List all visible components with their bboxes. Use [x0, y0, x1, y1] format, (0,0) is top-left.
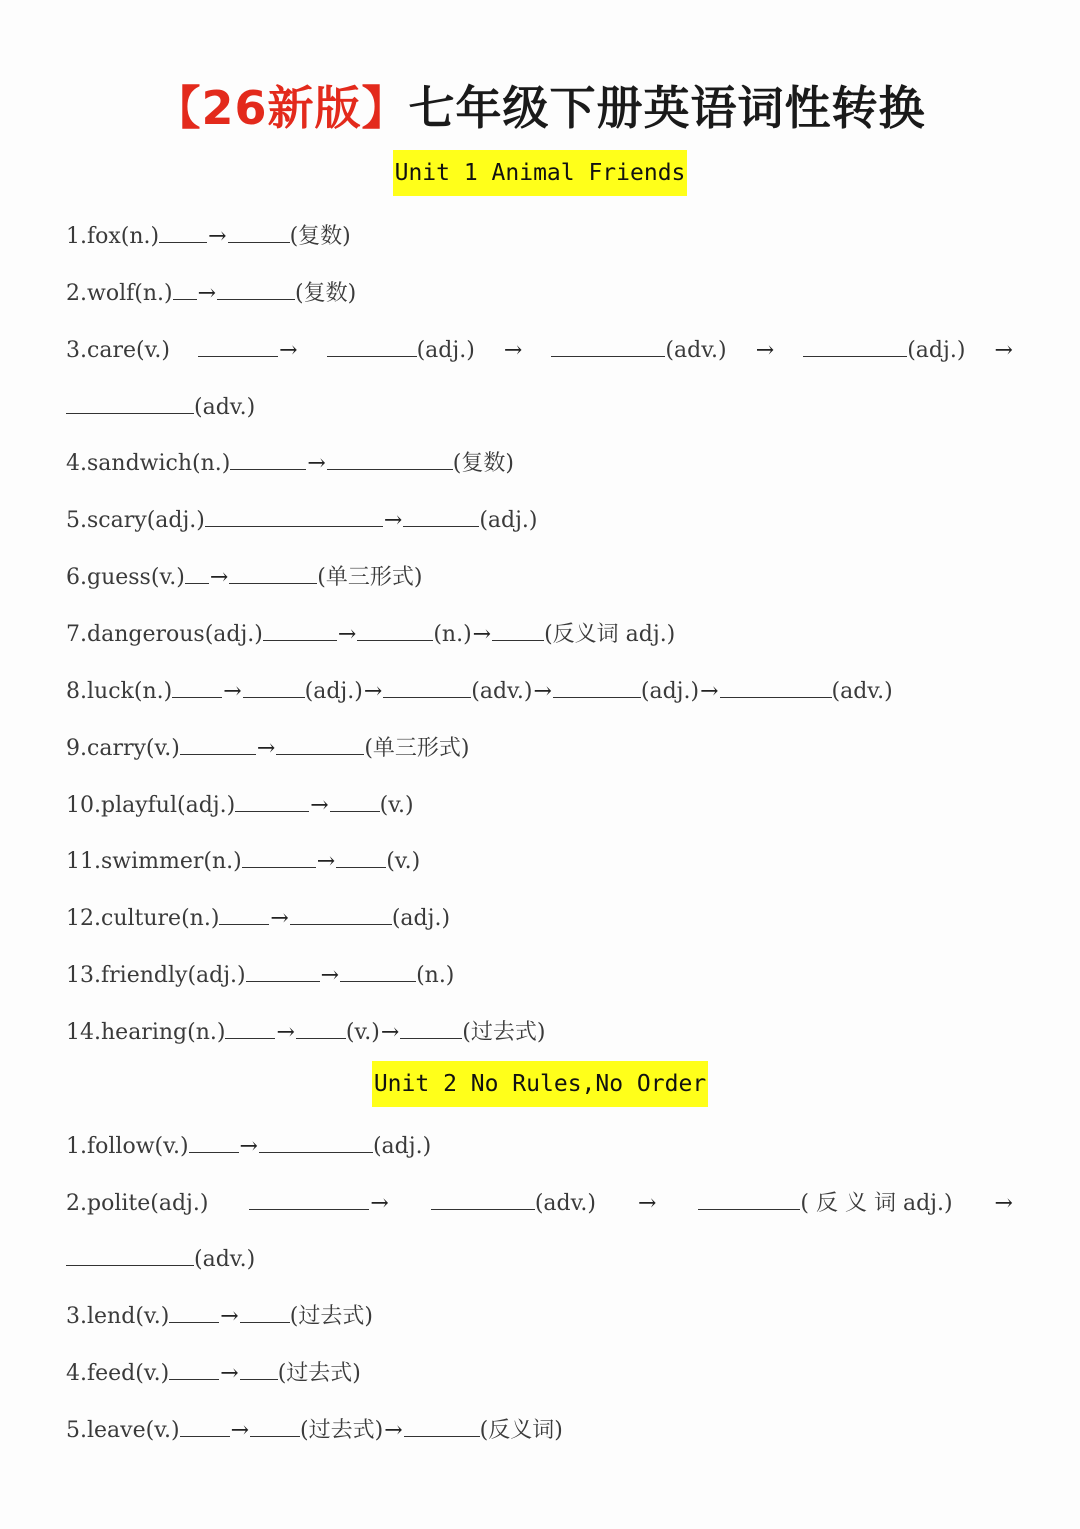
target-form: (adv.): [471, 679, 533, 704]
item-pos: (v.): [150, 565, 185, 590]
item-word: friendly: [101, 963, 188, 988]
item-number: 13.: [66, 963, 101, 988]
unit2-item-3: [66, 1302, 373, 1332]
item-number: 6.: [66, 565, 87, 590]
target-form: (adv.): [194, 1247, 256, 1272]
arrow-icon: →: [230, 1418, 250, 1443]
arrow-icon: →: [700, 679, 719, 704]
item-word: sandwich: [87, 451, 193, 476]
arrow-icon: →: [994, 338, 1013, 363]
arrow-icon: →: [994, 1191, 1013, 1216]
item-number: 5.: [66, 508, 87, 533]
arrow-icon: →: [220, 1304, 239, 1329]
answer-blank[interactable]: [400, 1018, 462, 1039]
item-pos: (n.): [181, 906, 220, 931]
target-form: (adv.): [665, 338, 727, 363]
target-form: (反义词): [479, 1418, 563, 1443]
item-pos: (v.): [135, 338, 170, 363]
item-number: 5.: [66, 1418, 87, 1443]
arrow-icon: →: [384, 1418, 403, 1443]
arrow-icon: →: [256, 736, 276, 761]
item-word: scary: [87, 508, 147, 533]
item-pos: (n.): [133, 679, 173, 704]
item-number: 1.: [66, 224, 87, 249]
unit1-item-5: [66, 506, 538, 536]
arrow-icon: →: [209, 565, 229, 590]
unit1-item-13: [66, 961, 454, 991]
target-form: (过去式): [277, 1361, 361, 1386]
target-form: (v.): [379, 793, 414, 818]
arrow-icon: →: [472, 622, 492, 647]
target-form: (adj.): [907, 338, 966, 363]
answer-blank[interactable]: [276, 734, 364, 755]
arrow-icon: →: [337, 622, 357, 647]
target-form: (过去式): [462, 1020, 546, 1045]
target-form: (过去式): [300, 1418, 384, 1443]
page-title: [0, 76, 1080, 140]
unit1-item-12: [66, 904, 450, 934]
item-number: 9.: [66, 736, 87, 761]
unit1-heading: Unit 1 Animal Friends: [393, 150, 688, 196]
answer-blank[interactable]: [217, 279, 295, 300]
item-word: luck: [87, 679, 134, 704]
answer-blank[interactable]: [336, 847, 386, 868]
answer-blank[interactable]: [296, 1018, 346, 1039]
item-word: dangerous: [87, 622, 205, 647]
target-form: (adj.): [640, 679, 700, 704]
item-pos: (adj.): [187, 963, 246, 988]
arrow-icon: →: [316, 849, 336, 874]
answer-blank[interactable]: [185, 563, 209, 584]
unit2-item-2-cont: [66, 1245, 255, 1275]
target-form: ( 反 义 词 adj.): [800, 1191, 953, 1216]
target-form: (adj.): [372, 1134, 432, 1159]
answer-blank[interactable]: [403, 506, 479, 527]
answer-blank[interactable]: [383, 677, 471, 698]
answer-blank[interactable]: [230, 449, 306, 470]
item-word: carry: [87, 736, 146, 761]
answer-blank[interactable]: [219, 904, 269, 925]
arrow-icon: →: [270, 906, 289, 931]
item-word: hearing: [101, 1020, 188, 1045]
target-form: (adv.): [831, 679, 893, 704]
answer-blank[interactable]: [229, 563, 317, 584]
item-pos: (adj.): [177, 793, 236, 818]
answer-blank[interactable]: [66, 1245, 194, 1266]
arrow-icon: →: [320, 963, 340, 988]
answer-blank[interactable]: [330, 791, 380, 812]
item-word: guess: [87, 565, 151, 590]
target-form: (adv.): [194, 395, 256, 420]
item-pos: (n.): [192, 451, 231, 476]
unit1-item-6: [66, 563, 422, 593]
answer-blank[interactable]: [327, 336, 417, 357]
target-form: (v.): [345, 1020, 380, 1045]
answer-blank[interactable]: [159, 222, 207, 243]
answer-blank[interactable]: [173, 279, 197, 300]
unit1-item-8: [66, 677, 893, 707]
item-number: 2.: [66, 1191, 87, 1216]
arrow-icon: →: [503, 338, 523, 363]
unit1-heading-wrap: [0, 150, 1080, 196]
item-pos: (n.): [120, 224, 160, 249]
unit2-item-5: [66, 1416, 563, 1446]
unit1-item-10: [66, 791, 414, 821]
item-number: 1.: [66, 1134, 87, 1159]
answer-blank[interactable]: [242, 847, 316, 868]
answer-blank[interactable]: [240, 1302, 290, 1323]
arrow-icon: →: [363, 679, 383, 704]
answer-blank[interactable]: [259, 1132, 373, 1153]
target-form: (adj.): [416, 338, 475, 363]
arrow-icon: →: [220, 1361, 239, 1386]
item-word: polite: [87, 1191, 151, 1216]
item-number: 14.: [66, 1020, 101, 1045]
answer-blank[interactable]: [225, 1018, 275, 1039]
item-number: 10.: [66, 793, 101, 818]
arrow-icon: →: [276, 1020, 295, 1045]
answer-blank[interactable]: [340, 961, 416, 982]
title-main: 七年级下册英语词性转换: [408, 81, 926, 135]
arrow-icon: →: [307, 451, 326, 476]
item-pos: (n.): [187, 1020, 226, 1045]
arrow-icon: →: [197, 281, 217, 306]
item-number: 4.: [66, 451, 87, 476]
answer-blank[interactable]: [492, 620, 544, 641]
answer-blank[interactable]: [327, 449, 453, 470]
answer-blank[interactable]: [551, 336, 665, 357]
answer-blank[interactable]: [235, 791, 309, 812]
unit1-item-1: [66, 222, 351, 252]
item-number: 4.: [66, 1361, 87, 1386]
arrow-icon: →: [239, 1134, 258, 1159]
target-form: (过去式): [289, 1304, 373, 1329]
unit2-item-1: [66, 1132, 431, 1162]
answer-blank[interactable]: [169, 1359, 219, 1380]
target-form: (复数): [452, 451, 514, 476]
arrow-icon: →: [383, 508, 403, 533]
unit2-item-2-row: [66, 1189, 1014, 1219]
item-word: feed: [87, 1361, 136, 1386]
answer-blank[interactable]: [698, 1189, 800, 1210]
answer-blank[interactable]: [803, 336, 907, 357]
unit2-item-2: [66, 1189, 1014, 1219]
item-pos: (adj.): [204, 622, 263, 647]
unit2-heading: Unit 2 No Rules,No Order: [372, 1061, 708, 1107]
unit1-item-3-cont: [66, 393, 255, 423]
arrow-icon: →: [755, 338, 775, 363]
item-word: swimmer: [101, 849, 204, 874]
item-pos: (v.): [154, 1134, 189, 1159]
target-form: (adj.): [391, 906, 451, 931]
answer-blank[interactable]: [189, 1132, 239, 1153]
arrow-icon: →: [279, 338, 298, 363]
target-form: (n.): [416, 963, 455, 988]
answer-blank[interactable]: [404, 1416, 480, 1437]
arrow-icon: →: [637, 1191, 657, 1216]
unit2-heading-wrap: [0, 1061, 1080, 1107]
answer-blank[interactable]: [169, 1302, 219, 1323]
arrow-icon: →: [310, 793, 329, 818]
answer-blank[interactable]: [198, 336, 278, 357]
answer-blank[interactable]: [240, 1359, 278, 1380]
target-form: (adj.): [479, 508, 538, 533]
unit1-item-2: [66, 279, 356, 309]
answer-blank[interactable]: [263, 620, 337, 641]
answer-blank[interactable]: [553, 677, 641, 698]
arrow-icon: →: [370, 1191, 389, 1216]
item-3-row: [66, 336, 1014, 366]
item-word: follow: [87, 1134, 155, 1159]
item-pos: (n.): [203, 849, 242, 874]
answer-blank[interactable]: [720, 677, 832, 698]
unit1-item-4: [66, 449, 514, 479]
item-word: playful: [101, 793, 178, 818]
answer-blank[interactable]: [180, 734, 256, 755]
unit1-item-14: [66, 1018, 545, 1048]
unit1-item-11: [66, 847, 420, 877]
arrow-icon: →: [223, 679, 242, 704]
item-number: 7.: [66, 622, 87, 647]
item-word: leave: [87, 1418, 146, 1443]
answer-blank[interactable]: [243, 677, 305, 698]
answer-blank[interactable]: [290, 904, 392, 925]
answer-blank[interactable]: [66, 393, 194, 414]
item-number: 11.: [66, 849, 101, 874]
target-form: (adj.): [304, 679, 363, 704]
unit2-item-4: [66, 1359, 361, 1389]
answer-blank[interactable]: [205, 506, 383, 527]
target-form: (adv.): [534, 1191, 597, 1216]
item-word: fox: [87, 224, 121, 249]
item-pos: (n.): [134, 281, 173, 306]
unit1-item-9: [66, 734, 470, 764]
unit1-item-3: [66, 336, 1014, 366]
target-form: (复数): [289, 224, 351, 249]
unit1-item-7: [66, 620, 675, 650]
arrow-icon: →: [533, 679, 552, 704]
item-word: wolf: [87, 281, 135, 306]
answer-blank[interactable]: [431, 1189, 535, 1210]
answer-blank[interactable]: [357, 620, 433, 641]
answer-blank[interactable]: [172, 677, 222, 698]
item-word: lend: [87, 1304, 136, 1329]
item-number: 12.: [66, 906, 101, 931]
item-pos: (v.): [135, 1361, 170, 1386]
answer-blank[interactable]: [250, 1416, 300, 1437]
arrow-icon: →: [380, 1020, 400, 1045]
item-pos: (v.): [145, 1418, 180, 1443]
title-edition-tag: 【26新版】: [154, 81, 409, 135]
answer-blank[interactable]: [180, 1416, 230, 1437]
item-pos: (adj.): [150, 1191, 209, 1216]
target-form: (反义词 adj.): [544, 622, 676, 647]
item-pos: (v.): [135, 1304, 170, 1329]
answer-blank[interactable]: [246, 961, 320, 982]
target-form: (n.): [433, 622, 472, 647]
item-word: culture: [101, 906, 182, 931]
item-number: 3.: [66, 338, 87, 363]
item-word: care: [87, 338, 136, 363]
target-form: (v.): [386, 849, 421, 874]
target-form: (单三形式): [364, 736, 470, 761]
item-number: 2.: [66, 281, 87, 306]
target-form: (复数): [295, 281, 357, 306]
answer-blank[interactable]: [228, 222, 290, 243]
target-form: (单三形式): [317, 565, 423, 590]
item-pos: (v.): [145, 736, 180, 761]
answer-blank[interactable]: [249, 1189, 369, 1210]
arrow-icon: →: [208, 224, 227, 249]
item-number: 8.: [66, 679, 87, 704]
item-pos: (adj.): [146, 508, 205, 533]
item-number: 3.: [66, 1304, 87, 1329]
